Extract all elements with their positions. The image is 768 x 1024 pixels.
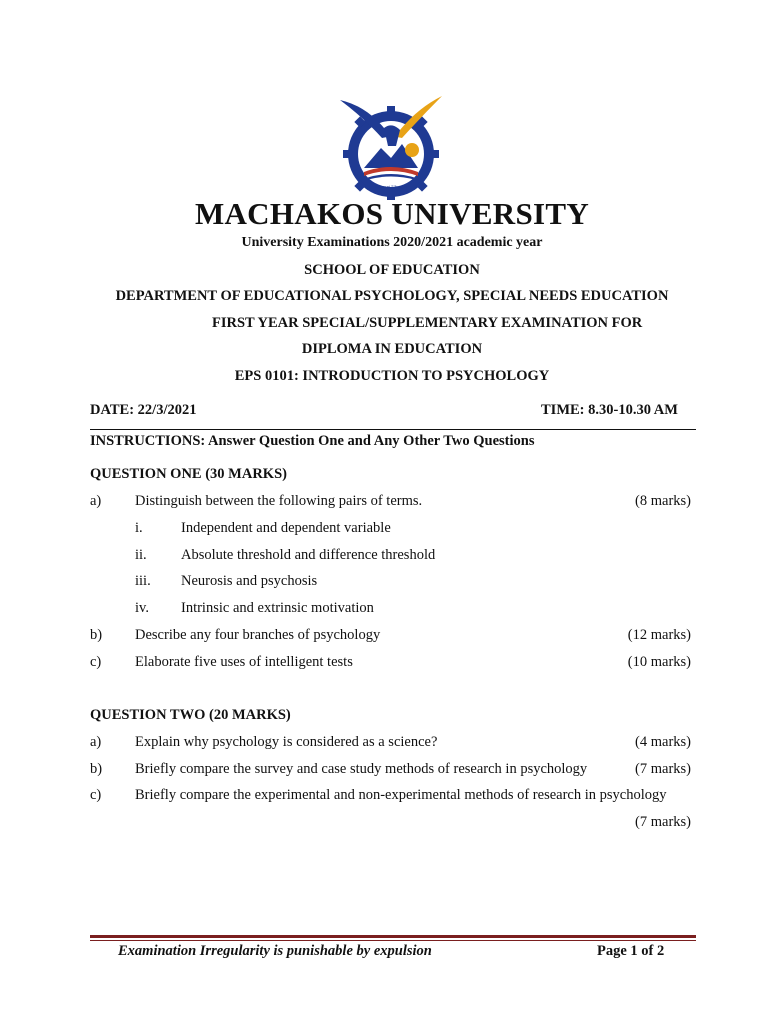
item-label: b) (90, 627, 103, 643)
sub-item-label: iv. (135, 600, 149, 616)
exam-date: DATE: 22/3/2021 (90, 402, 197, 418)
footer-divider (90, 935, 696, 938)
course-title: EPS 0101: INTRODUCTION TO PSYCHOLOGY (234, 368, 550, 384)
university-name: MACHAKOS UNIVERSITY (194, 196, 590, 231)
item-marks: (12 marks) (627, 627, 691, 643)
header-divider (90, 429, 696, 430)
page-number: Page 1 of 2 (597, 943, 665, 959)
item-text: Explain why psychology is considered as a science? (135, 734, 438, 750)
programme-name: DIPLOMA IN EDUCATION (301, 341, 483, 357)
question-item (0, 734, 768, 754)
question-item (0, 654, 768, 674)
sub-item-text: Intrinsic and extrinsic motivation (181, 600, 374, 616)
department-name: DEPARTMENT OF EDUCATIONAL PSYCHOLOGY, SPECIAL NEEDS EDUCATION (115, 288, 669, 304)
item-marks: (8 marks) (635, 493, 691, 509)
question-item (0, 493, 768, 513)
item-marks: (7 marks) (635, 814, 691, 830)
item-label: b) (90, 761, 103, 777)
exam-time: TIME: 8.30-10.30 AM (541, 402, 678, 418)
university-logo (326, 88, 456, 200)
sub-item-text: Independent and dependent variable (181, 520, 391, 536)
sub-item-label: i. (135, 520, 143, 536)
exam-year: University Examinations 2020/2021 academic year (241, 235, 543, 250)
item-marks: (7 marks) (635, 761, 691, 777)
item-label: a) (90, 734, 102, 750)
item-label: c) (90, 787, 102, 803)
exam-type: FIRST YEAR SPECIAL/SUPPLEMENTARY EXAMINATION FOR (212, 315, 643, 331)
question-item (0, 787, 768, 807)
item-text: Briefly compare the survey and case study methods of research in psychology (135, 761, 588, 777)
footer-divider-thin (90, 940, 696, 941)
sub-item-label: iii. (135, 573, 151, 589)
item-label: c) (90, 654, 102, 670)
item-text: Briefly compare the experimental and non-experimental methods of research in psychology (135, 787, 667, 803)
question-item (0, 761, 768, 781)
item-label: a) (90, 493, 102, 509)
item-marks: (10 marks) (627, 654, 691, 670)
footer-note: Examination Irregularity is punishable by expulsion (118, 943, 432, 959)
logo-motto: Elimu ni Ufunguo (374, 184, 408, 189)
item-text: Distinguish between the following pairs of terms. (135, 493, 423, 509)
question-item (0, 627, 768, 647)
sub-item-text: Neurosis and psychosis (181, 573, 318, 589)
item-text: Elaborate five uses of intelligent tests (135, 654, 353, 670)
sub-item-label: ii. (135, 547, 147, 563)
item-text: Describe any four branches of psychology (135, 627, 381, 643)
question-one-heading: QUESTION ONE (30 MARKS) (90, 466, 287, 482)
sub-item-text: Absolute threshold and difference threshold (181, 547, 436, 563)
question-two-heading: QUESTION TWO (20 MARKS) (90, 707, 291, 723)
school-name: SCHOOL OF EDUCATION (304, 262, 480, 278)
instructions: INSTRUCTIONS: Answer Question One and Any Other Two Questions (90, 433, 535, 449)
item-marks: (4 marks) (635, 734, 691, 750)
